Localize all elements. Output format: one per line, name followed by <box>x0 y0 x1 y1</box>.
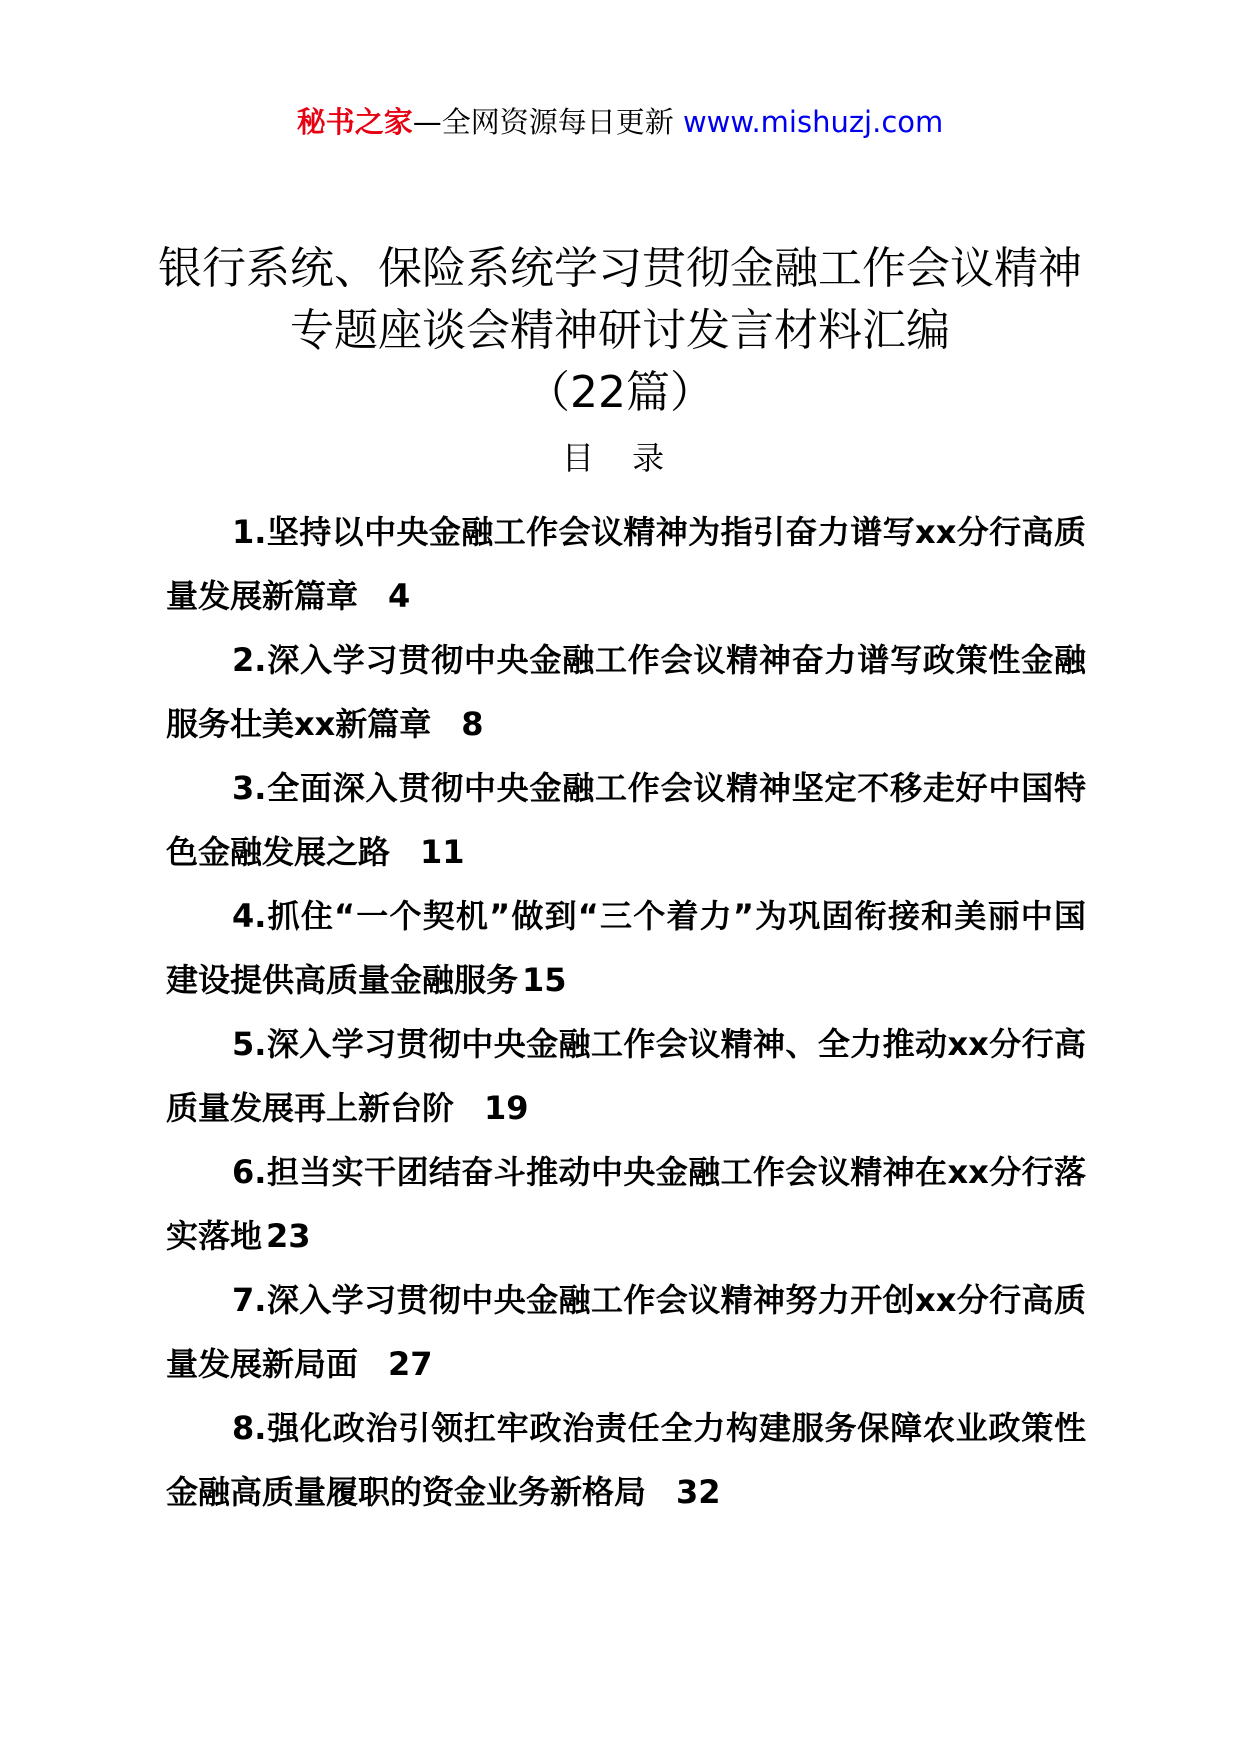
toc-page-number: 23 <box>266 1217 311 1255</box>
document-title <box>150 238 1090 424</box>
document-title-text: 银行系统、保险系统学习贯彻金融工作会议精神专题座谈会精神研讨发言材料汇编 <box>158 243 1082 356</box>
toc-page-number: 32 <box>676 1473 721 1511</box>
header-tagline: —全网资源每日更新 <box>412 105 683 139</box>
toc-item-title: 2.深入学习贯彻中央金融工作会议精神奋力谱写政策性金融服务壮美xx新篇章 <box>166 641 1086 743</box>
toc-item[interactable] <box>166 1396 1086 1524</box>
toc-item[interactable] <box>166 500 1086 628</box>
toc-page-number: 27 <box>388 1345 433 1383</box>
toc-item[interactable] <box>166 1268 1086 1396</box>
toc-item-title: 8.强化政治引领扛牢政治责任全力构建服务保障农业政策性金融高质量履职的资金业务新格局 <box>166 1409 1086 1511</box>
toc-item[interactable] <box>166 1140 1086 1268</box>
toc-page-number: 11 <box>420 833 465 871</box>
toc-item[interactable] <box>166 884 1086 1012</box>
toc-item[interactable] <box>166 756 1086 884</box>
brand-name: 秘书之家 <box>296 105 413 139</box>
toc-item[interactable] <box>166 1012 1086 1140</box>
toc-page-number: 15 <box>522 961 567 999</box>
toc-item-title: 7.深入学习贯彻中央金融工作会议精神努力开创xx分行高质量发展新局面 <box>166 1281 1086 1383</box>
toc-page-number: 4 <box>388 577 411 615</box>
toc-item-title: 5.深入学习贯彻中央金融工作会议精神、全力推动xx分行高质量发展再上新台阶 <box>166 1025 1086 1127</box>
site-header <box>0 102 1240 142</box>
toc-page-number: 19 <box>484 1089 529 1127</box>
site-url-link[interactable]: www.mishuzj.com <box>682 105 944 139</box>
toc-item-title: 3.全面深入贯彻中央金融工作会议精神坚定不移走好中国特色金融发展之路 <box>166 769 1086 871</box>
toc-item-title: 6.担当实干团结奋斗推动中央金融工作会议精神在xx分行落实落地 <box>166 1153 1086 1255</box>
toc-item-title: 1.坚持以中央金融工作会议精神为指引奋力谱写xx分行高质量发展新篇章 <box>166 513 1086 615</box>
document-count: （22篇） <box>526 367 714 418</box>
toc-heading: 目 录 <box>561 439 679 477</box>
toc-item-title: 4.抓住“一个契机”做到“三个着力”为巩固衔接和美丽中国建设提供高质量金融服务 <box>166 897 1086 999</box>
table-of-contents <box>166 500 1086 1524</box>
toc-item[interactable] <box>166 628 1086 756</box>
toc-page-number: 8 <box>461 705 484 743</box>
